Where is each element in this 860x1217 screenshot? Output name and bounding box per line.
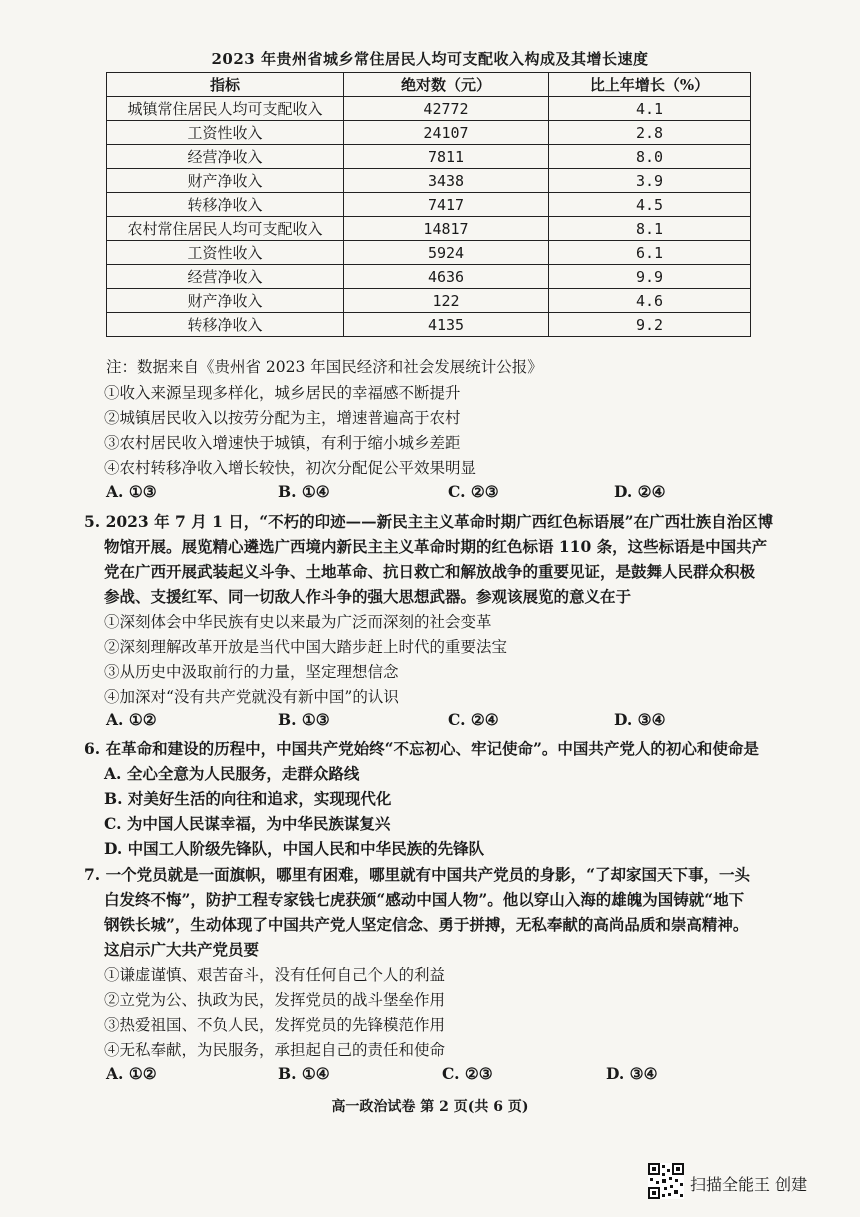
- table-row: [107, 289, 751, 313]
- q7-choices: [106, 1064, 756, 1088]
- cell-absolute: 7811: [344, 145, 549, 169]
- q5-choice-b[interactable]: B. ①③: [278, 710, 330, 729]
- table-title: 2023 年贵州省城乡常住居民人均可支配收入构成及其增长速度: [211, 50, 649, 68]
- q7-choice-c[interactable]: C. ②③: [442, 1064, 493, 1083]
- cell-indicator: 经营净收入: [107, 145, 344, 169]
- scanner-watermark: 扫描全能王 创建: [690, 1175, 808, 1194]
- q5-option-2: ②深刻理解改革开放是当代中国大踏步赶上时代的重要法宝: [104, 638, 508, 656]
- cell-indicator: 经营净收入: [107, 265, 344, 289]
- q7-stem-line-1: 7. 一个党员就是一面旗帜，哪里有困难，哪里就有中国共产党员的身影，“了却家国天下事，一头: [84, 865, 750, 884]
- cell-growth: 6.1: [549, 241, 751, 265]
- table-row: [107, 121, 751, 145]
- q5-option-1: ①深刻体会中华民族有史以来最为广泛而深刻的社会变革: [104, 613, 492, 631]
- table-row: [107, 265, 751, 289]
- header-indicator: 指标: [107, 73, 344, 97]
- table-row: [107, 193, 751, 217]
- q4-choice-d[interactable]: D. ②④: [614, 482, 666, 501]
- cell-indicator: 转移净收入: [107, 193, 344, 217]
- q4-choices: [106, 482, 756, 506]
- q5-choice-d[interactable]: D. ③④: [614, 710, 666, 729]
- q4-option-4: ④农村转移净收入增长较快，初次分配促公平效果明显: [104, 459, 477, 477]
- cell-absolute: 3438: [344, 169, 549, 193]
- q7-choice-a[interactable]: A. ①②: [106, 1064, 157, 1083]
- cell-absolute: 42772: [344, 97, 549, 121]
- q4-option-3: ③农村居民收入增速快于城镇，有利于缩小城乡差距: [104, 434, 461, 452]
- cell-growth: 3.9: [549, 169, 751, 193]
- cell-indicator: 财产净收入: [107, 169, 344, 193]
- cell-growth: 9.9: [549, 265, 751, 289]
- table-row: [107, 217, 751, 241]
- cell-absolute: 24107: [344, 121, 549, 145]
- q7-stem-line-3: 钢铁长城”，生动体现了中国共产党人坚定信念、勇于拼搏，无私奉献的高尚品质和崇高精神。: [104, 915, 749, 934]
- q4-option-2: ②城镇居民收入以按劳分配为主，增速普遍高于农村: [104, 409, 461, 427]
- table-note: 注：数据来自《贵州省 2023 年国民经济和社会发展统计公报》: [106, 358, 543, 376]
- table-row: [107, 313, 751, 337]
- cell-indicator: 农村常住居民人均可支配收入: [107, 217, 344, 241]
- q4-choice-c[interactable]: C. ②③: [448, 482, 499, 501]
- cell-absolute: 122: [344, 289, 549, 313]
- q7-stem-line-4: 这启示广大共产党员要: [104, 940, 260, 959]
- q7-choice-d[interactable]: D. ③④: [606, 1064, 658, 1083]
- header-growth: 比上年增长（%）: [549, 73, 751, 97]
- table-row: [107, 145, 751, 169]
- q5-choice-a[interactable]: A. ①②: [106, 710, 157, 729]
- cell-absolute: 4135: [344, 313, 549, 337]
- cell-absolute: 4636: [344, 265, 549, 289]
- cell-absolute: 14817: [344, 217, 549, 241]
- cell-growth: 8.1: [549, 217, 751, 241]
- q7-choice-b[interactable]: B. ①④: [278, 1064, 330, 1083]
- q6-stem: 6. 在革命和建设的历程中，中国共产党始终“不忘初心、牢记使命”。中国共产党人的初心和使命是: [84, 739, 759, 758]
- cell-growth: 9.2: [549, 313, 751, 337]
- q5-option-4: ④加深对“没有共产党就没有新中国”的认识: [104, 688, 399, 706]
- q4-choice-b[interactable]: B. ①④: [278, 482, 330, 501]
- q4-choice-a[interactable]: A. ①③: [106, 482, 157, 501]
- q4-option-1: ①收入来源呈现多样化，城乡居民的幸福感不断提升: [104, 384, 461, 402]
- q5-choice-c[interactable]: C. ②④: [448, 710, 499, 729]
- q6-choice-c[interactable]: C. 为中国人民谋幸福，为中华民族谋复兴: [104, 814, 391, 833]
- page-footer: 高一政治试卷 第 2 页(共 6 页): [331, 1099, 529, 1115]
- income-table: [106, 72, 751, 337]
- q6-choice-a[interactable]: A. 全心全意为人民服务，走群众路线: [104, 764, 360, 783]
- q5-stem-line-3: 党在广西开展武装起义斗争、土地革命、抗日救亡和解放战争的重要见证，是鼓舞人民群众积极: [104, 562, 756, 581]
- cell-absolute: 7417: [344, 193, 549, 217]
- q7-option-2: ②立党为公、执政为民，发挥党员的战斗堡垒作用: [104, 991, 446, 1009]
- cell-indicator: 工资性收入: [107, 241, 344, 265]
- cell-indicator: 工资性收入: [107, 121, 344, 145]
- q5-stem-line-1: 5. 2023 年 7 月 1 日，“不朽的印迹——新民主主义革命时期广西红色标语展”在广西壮族自治区博: [84, 512, 774, 531]
- q5-choices: [106, 710, 756, 734]
- q7-stem-line-2: 白发终不悔”，防护工程专家钱七虎获颁“感动中国人物”。他以穿山入海的雄魄为国铸就“地下: [104, 890, 745, 909]
- cell-growth: 4.1: [549, 97, 751, 121]
- table-header-row: [107, 73, 751, 97]
- cell-growth: 2.8: [549, 121, 751, 145]
- cell-growth: 8.0: [549, 145, 751, 169]
- table-row: [107, 241, 751, 265]
- table-row: [107, 169, 751, 193]
- q6-choice-b[interactable]: B. 对美好生活的向往和追求，实现现代化: [104, 789, 392, 808]
- cell-indicator: 城镇常住居民人均可支配收入: [107, 97, 344, 121]
- table-row: [107, 97, 751, 121]
- header-absolute: 绝对数（元）: [344, 73, 549, 97]
- q5-stem-line-4: 参战、支援红军、同一切敌人作斗争的强大思想武器。参观该展览的意义在于: [104, 587, 632, 606]
- q5-stem-line-2: 物馆开展。展览精心遴选广西境内新民主主义革命时期的红色标语 110 条，这些标语是中国共产: [104, 537, 768, 556]
- q6-choice-d[interactable]: D. 中国工人阶级先锋队，中国人民和中华民族的先锋队: [104, 839, 485, 858]
- q7-option-3: ③热爱祖国、不负人民，发挥党员的先锋模范作用: [104, 1016, 446, 1034]
- cell-indicator: 财产净收入: [107, 289, 344, 313]
- cell-growth: 4.6: [549, 289, 751, 313]
- cell-growth: 4.5: [549, 193, 751, 217]
- cell-indicator: 转移净收入: [107, 313, 344, 337]
- qr-code-icon: [648, 1163, 684, 1199]
- q5-option-3: ③从历史中汲取前行的力量，坚定理想信念: [104, 663, 399, 681]
- q7-option-4: ④无私奉献，为民服务，承担起自己的责任和使命: [104, 1041, 446, 1059]
- cell-absolute: 5924: [344, 241, 549, 265]
- q7-option-1: ①谦虚谨慎、艰苦奋斗，没有任何自己个人的利益: [104, 966, 446, 984]
